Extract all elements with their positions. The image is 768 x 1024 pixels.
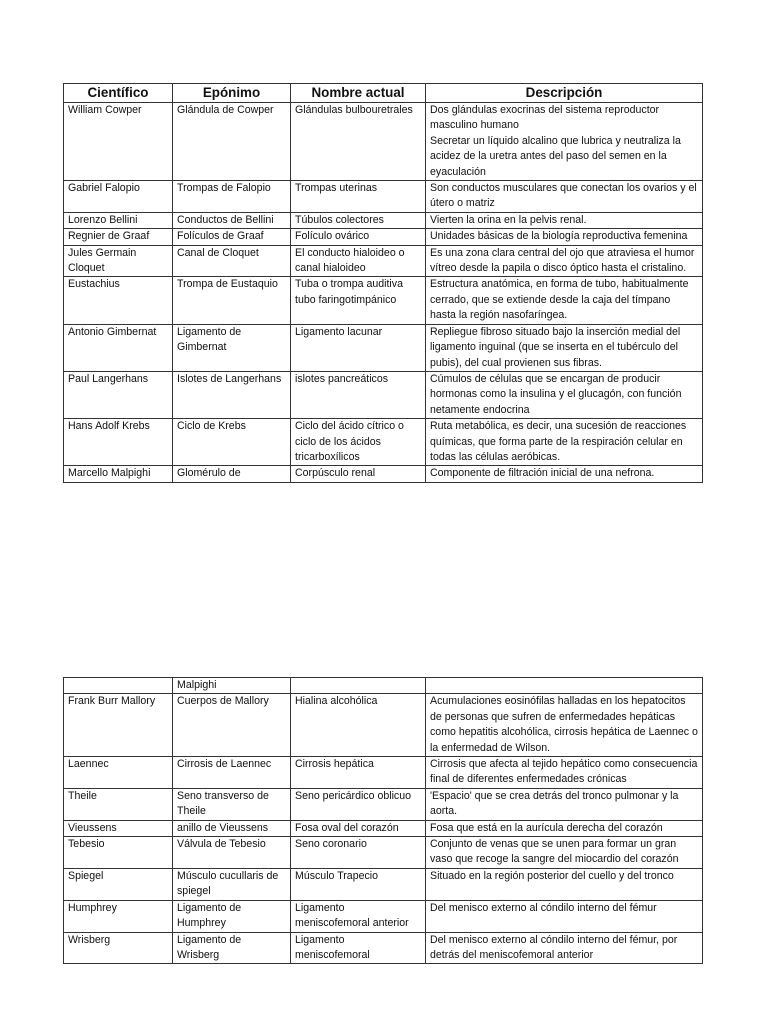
- cell-descripcion: Es una zona clara central del ojo que atraviesa el humor vítreo desde la papila o disco óptico hasta el cristalino.: [426, 245, 703, 277]
- cell-cientifico: Marcello Malpighi: [64, 466, 173, 482]
- cell-descripcion: Dos glándulas exocrinas del sistema reproductor masculino humano Secretar un líquido alcalino que lubrica y neutraliza la acidez de la uretra antes del paso del semen en la eyaculación: [426, 103, 703, 181]
- cell-eponimo: Ligamento de Gimbernat: [173, 324, 291, 371]
- table-row: [64, 181, 703, 213]
- cell-cientifico: Jules Germain Cloquet: [64, 245, 173, 277]
- cell-descripcion: Del menisco externo al cóndilo interno del fémur, por detrás del meniscofemoral anterior: [426, 932, 703, 964]
- cell-descripcion: Del menisco externo al cóndilo interno del fémur: [426, 900, 703, 932]
- header-eponimo: Epónimo: [173, 84, 291, 103]
- cell-nombre-actual: Glándulas bulbouretrales: [291, 103, 426, 181]
- cell-nombre-actual: Ligamento meniscofemoral: [291, 932, 426, 964]
- cell-cientifico: Vieussens: [64, 820, 173, 836]
- cell-descripcion: Estructura anatómica, en forma de tubo, habitualmente cerrado, que se extiende desde la caja del tímpano hasta la región nasofaríngea.: [426, 277, 703, 324]
- table-row: [64, 103, 703, 181]
- cell-nombre-actual: Seno coronario: [291, 837, 426, 869]
- table-row: [64, 757, 703, 789]
- cell-cientifico: Eustachius: [64, 277, 173, 324]
- cell-eponimo: Conductos de Bellini: [173, 212, 291, 228]
- eponyms-table-part-1: [63, 83, 703, 483]
- cell-descripcion: Vierten la orina en la pelvis renal.: [426, 212, 703, 228]
- cell-cientifico: Wrisberg: [64, 932, 173, 964]
- table-row: [64, 868, 703, 900]
- cell-descripcion: Repliegue fibroso situado bajo la inserción medial del ligamento inguinal (que se inserta en el tubérculo del pubis), del cual provienen sus fibras.: [426, 324, 703, 371]
- cell-descripcion: Situado en la región posterior del cuello y del tronco: [426, 868, 703, 900]
- cell-nombre-actual: islotes pancreáticos: [291, 371, 426, 418]
- cell-eponimo: Cirrosis de Laennec: [173, 757, 291, 789]
- table-row: [64, 371, 703, 418]
- table-row: [64, 419, 703, 466]
- cell-eponimo: Glomérulo de: [173, 466, 291, 482]
- cell-cientifico: Antonio Gimbernat: [64, 324, 173, 371]
- table-row: [64, 277, 703, 324]
- table-row: [64, 466, 703, 482]
- cell-eponimo: Ciclo de Krebs: [173, 419, 291, 466]
- eponyms-table-part-2: [63, 677, 703, 964]
- cell-nombre-actual: Cirrosis hepática: [291, 757, 426, 789]
- table-row: [64, 324, 703, 371]
- cell-eponimo: Válvula de Tebesio: [173, 837, 291, 869]
- cell-eponimo: Cuerpos de Mallory: [173, 694, 291, 757]
- cell-cientifico: Tebesio: [64, 837, 173, 869]
- cell-cientifico: Lorenzo Bellini: [64, 212, 173, 228]
- cell-cientifico: Laennec: [64, 757, 173, 789]
- cell-nombre-actual: Fosa oval del corazón: [291, 820, 426, 836]
- table-row: [64, 694, 703, 757]
- cell-cientifico: Theile: [64, 788, 173, 820]
- header-descripcion: Descripción: [426, 84, 703, 103]
- table-row: [64, 820, 703, 836]
- cell-cientifico: Spiegel: [64, 868, 173, 900]
- cell-descripcion: Cirrosis que afecta al tejido hepático como consecuencia final de diferentes enfermedades crónicas: [426, 757, 703, 789]
- cell-eponimo: Canal de Cloquet: [173, 245, 291, 277]
- cell-eponimo: Glándula de Cowper: [173, 103, 291, 181]
- cell-cientifico: Hans Adolf Krebs: [64, 419, 173, 466]
- table-row: [64, 229, 703, 245]
- cell-eponimo: Ligamento de Humphrey: [173, 900, 291, 932]
- cell-nombre-actual: Trompas uterinas: [291, 181, 426, 213]
- cell-eponimo: Malpighi: [173, 678, 291, 694]
- table-row: [64, 212, 703, 228]
- cell-descripcion: Acumulaciones eosinófilas halladas en los hepatocitos de personas que sufren de enfermedades hepáticas como hepatitis alcohólica, cirrosis hepática de Laennec o la enfermedad de Wilson.: [426, 694, 703, 757]
- header-cientifico: Científico: [64, 84, 173, 103]
- cell-eponimo: anillo de Vieussens: [173, 820, 291, 836]
- cell-nombre-actual: Tuba o trompa auditiva tubo faringotimpánico: [291, 277, 426, 324]
- table-row: [64, 245, 703, 277]
- cell-eponimo: Trompas de Falopio: [173, 181, 291, 213]
- cell-nombre-actual: Ligamento lacunar: [291, 324, 426, 371]
- cell-nombre-actual: Hialina alcohólica: [291, 694, 426, 757]
- cell-descripcion: [426, 678, 703, 694]
- cell-descripcion: Unidades básicas de la biología reproductiva femenina: [426, 229, 703, 245]
- table-row: [64, 932, 703, 964]
- cell-cientifico: William Cowper: [64, 103, 173, 181]
- table-row: [64, 788, 703, 820]
- cell-descripcion: Son conductos musculares que conectan los ovarios y el útero o matriz: [426, 181, 703, 213]
- cell-descripcion: Cúmulos de células que se encargan de producir hormonas como la insulina y el glucagón, con función netamente endocrina: [426, 371, 703, 418]
- cell-eponimo: Folículos de Graaf: [173, 229, 291, 245]
- cell-cientifico: Regnier de Graaf: [64, 229, 173, 245]
- cell-eponimo: Ligamento de Wrisberg: [173, 932, 291, 964]
- table-row: [64, 678, 703, 694]
- cell-nombre-actual: [291, 678, 426, 694]
- cell-nombre-actual: Ciclo del ácido cítrico o ciclo de los ácidos tricarboxílicos: [291, 419, 426, 466]
- cell-nombre-actual: Ligamento meniscofemoral anterior: [291, 900, 426, 932]
- cell-descripcion: Ruta metabólica, es decir, una sucesión de reacciones químicas, que forma parte de la respiración celular en todas las células aeróbicas.: [426, 419, 703, 466]
- cell-eponimo: Islotes de Langerhans: [173, 371, 291, 418]
- header-nombre-actual: Nombre actual: [291, 84, 426, 103]
- cell-descripcion: 'Espacio' que se crea detrás del tronco pulmonar y la aorta.: [426, 788, 703, 820]
- cell-eponimo: Músculo cucullaris de spiegel: [173, 868, 291, 900]
- table-header-row: [64, 84, 703, 103]
- table-row: [64, 900, 703, 932]
- cell-cientifico: Humphrey: [64, 900, 173, 932]
- cell-descripcion: Conjunto de venas que se unen para formar un gran vaso que recoge la sangre del miocardio del corazón: [426, 837, 703, 869]
- cell-nombre-actual: El conducto hialoideo o canal hialoideo: [291, 245, 426, 277]
- cell-eponimo: Seno transverso de Theile: [173, 788, 291, 820]
- cell-cientifico: Paul Langerhans: [64, 371, 173, 418]
- cell-nombre-actual: Túbulos colectores: [291, 212, 426, 228]
- cell-cientifico: Frank Burr Mallory: [64, 694, 173, 757]
- cell-nombre-actual: Seno pericárdico oblicuo: [291, 788, 426, 820]
- cell-eponimo: Trompa de Eustaquio: [173, 277, 291, 324]
- cell-descripcion: Fosa que está en la aurícula derecha del corazón: [426, 820, 703, 836]
- cell-cientifico: [64, 678, 173, 694]
- cell-nombre-actual: Músculo Trapecio: [291, 868, 426, 900]
- cell-cientifico: Gabriel Falopio: [64, 181, 173, 213]
- cell-nombre-actual: Folículo ovárico: [291, 229, 426, 245]
- cell-descripcion: Componente de filtración inicial de una nefrona.: [426, 466, 703, 482]
- cell-nombre-actual: Corpúsculo renal: [291, 466, 426, 482]
- table-row: [64, 837, 703, 869]
